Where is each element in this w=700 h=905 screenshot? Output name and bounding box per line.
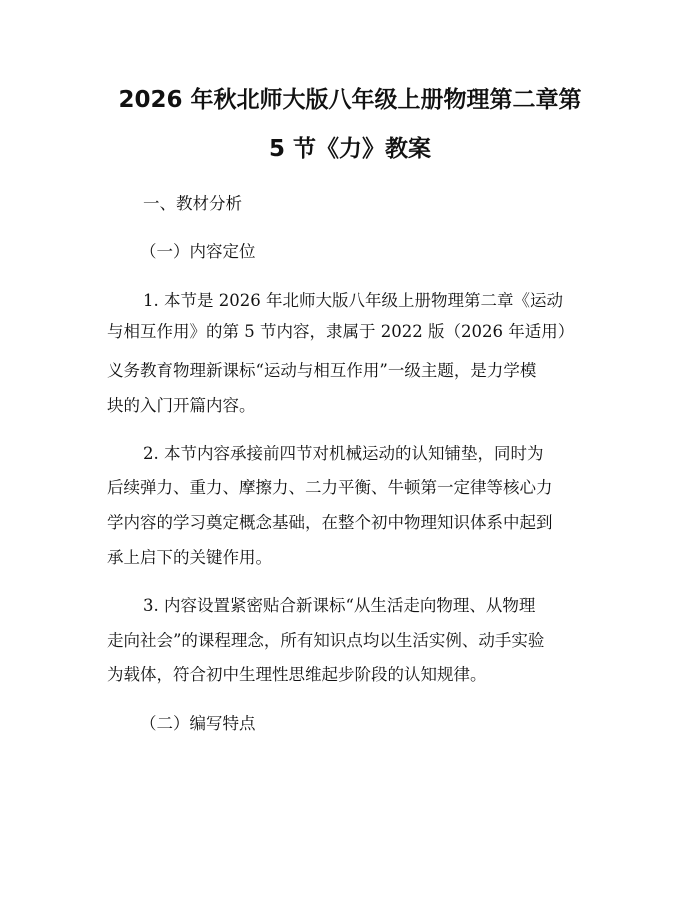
- subsection-heading-content-positioning: （一）内容定位: [140, 242, 256, 261]
- section-heading-textbook-analysis: 一、教材分析: [143, 194, 242, 213]
- paragraph-1-line-4: 块的入门开篇内容。: [107, 396, 256, 415]
- paragraph-2-line-1: 2. 本节内容承接前四节对机械运动的认知铺垫，同时为: [143, 444, 544, 463]
- document-title-line-1: 2026 年秋北师大版八年级上册物理第二章第: [118, 87, 582, 113]
- subsection-heading-writing-features: （二）编写特点: [140, 714, 256, 733]
- paragraph-2-line-3: 学内容的学习奠定概念基础，在整个初中物理知识体系中起到: [107, 513, 553, 532]
- paragraph-3-line-3: 为载体，符合初中生理性思维起步阶段的认知规律。: [107, 665, 487, 684]
- paragraph-3-line-2: 走向社会”的课程理念，所有知识点均以生活实例、动手实验: [107, 631, 545, 650]
- paragraph-1-line-2: 与相互作用》的第 5 节内容，隶属于 2022 版（2026 年适用）: [107, 322, 575, 341]
- document-title-line-2: 5 节《力》教案: [268, 136, 431, 162]
- paragraph-2-line-2: 后续弹力、重力、摩擦力、二力平衡、牛顿第一定律等核心力: [107, 478, 553, 497]
- paragraph-1-line-3: 义务教育物理新课标“运动与相互作用”一级主题，是力学模: [107, 361, 537, 380]
- paragraph-2-line-4: 承上启下的关键作用。: [107, 548, 272, 567]
- paragraph-1-line-1: 1. 本节是 2026 年北师大版八年级上册物理第二章《运动: [143, 291, 563, 310]
- paragraph-3-line-1: 3. 内容设置紧密贴合新课标“从生活走向物理、从物理: [143, 596, 536, 615]
